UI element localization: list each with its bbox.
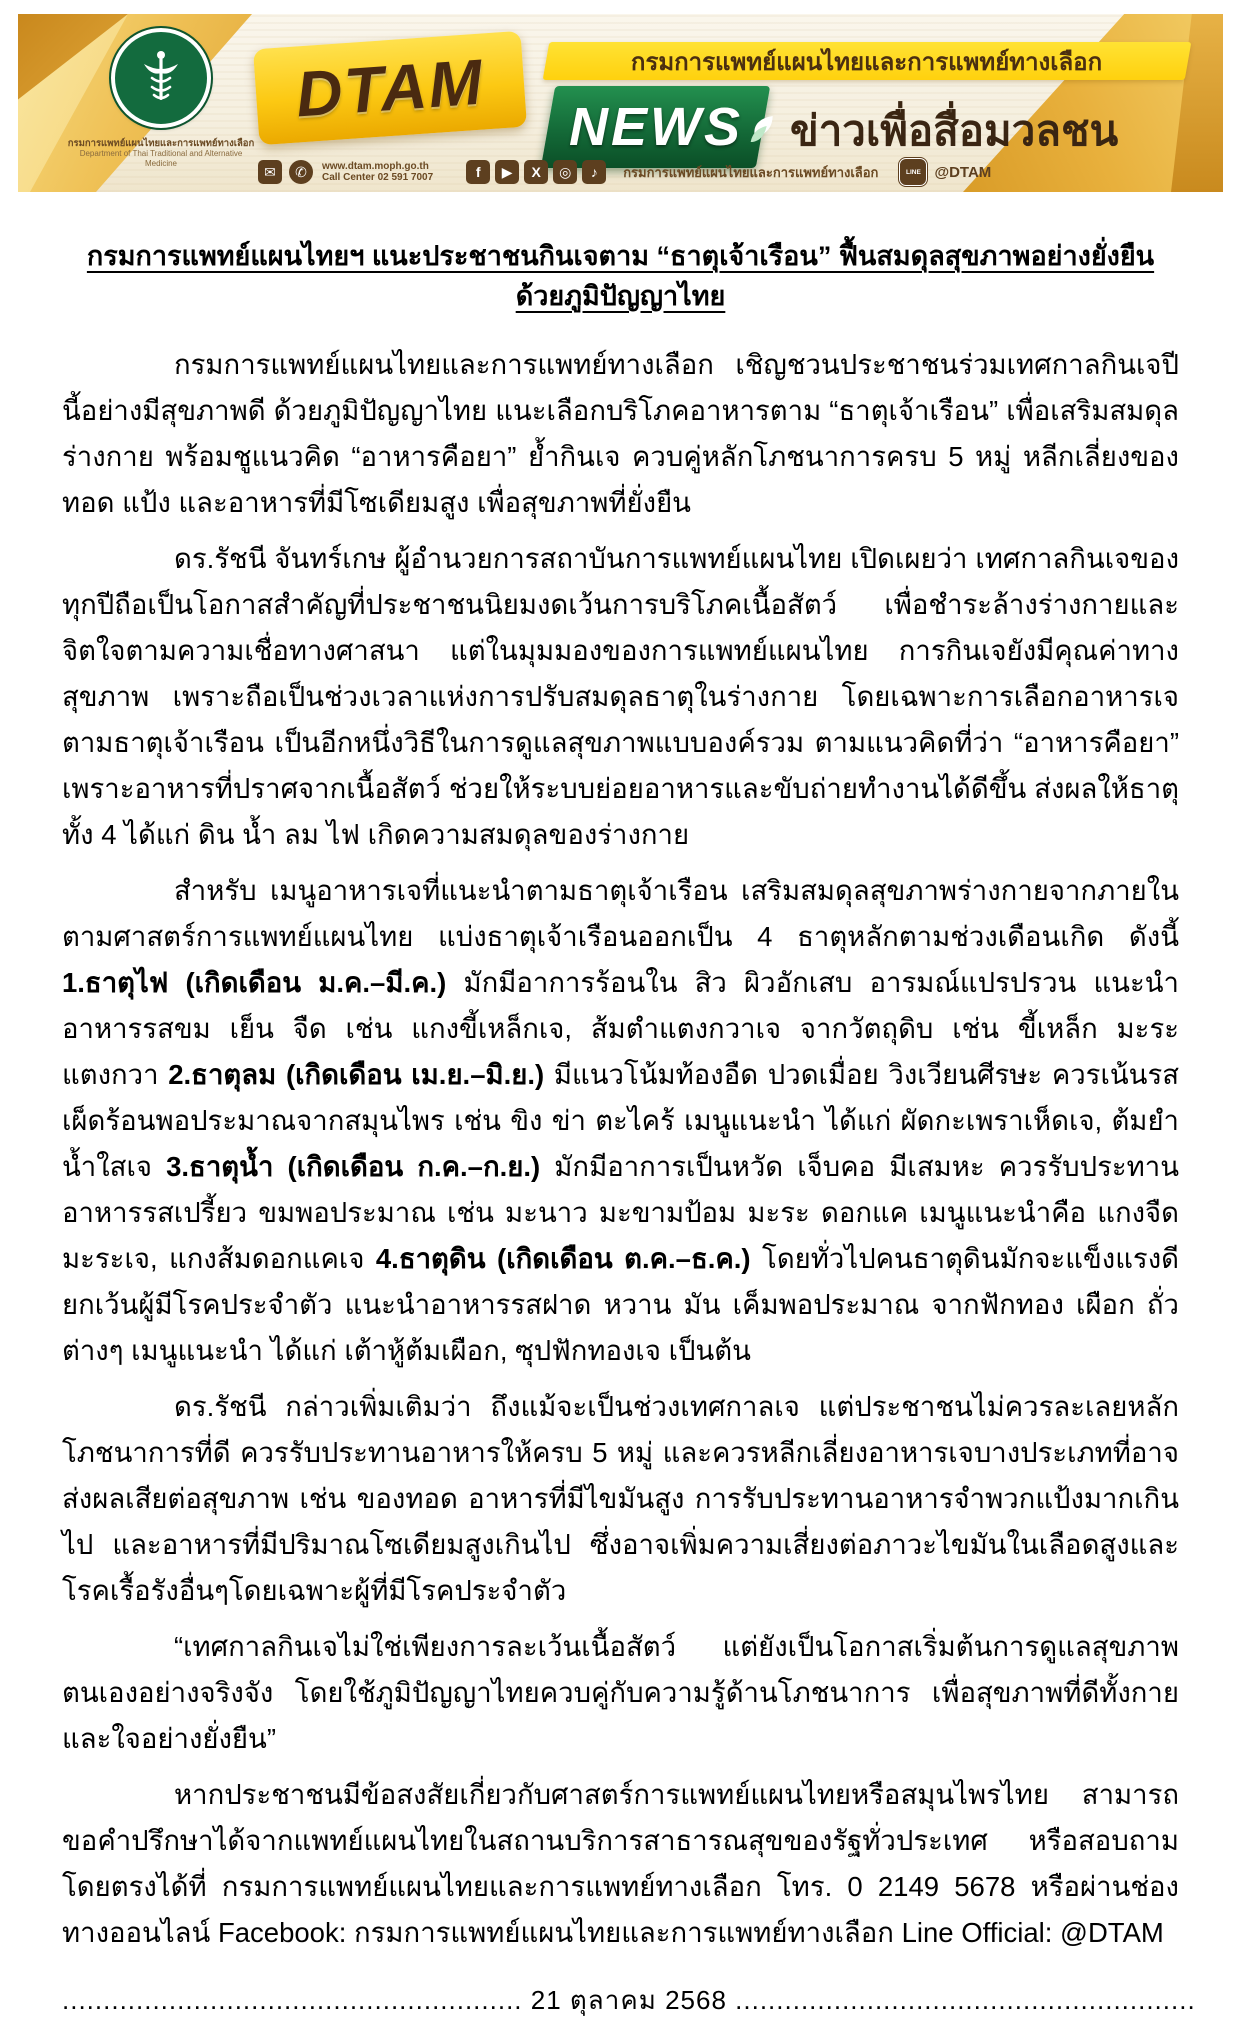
paragraph-run: หากประชาชนมีข้อสงสัยเกี่ยวกับศาสตร์การแพทย์แผนไทยหรือสมุนไพรไทย สามารถขอคำปรึกษาได้จากแพทย์แผนไทยในสถานบริการสาธารณสุขของรัฐทั่วประเทศ หรือสอบถามโดยตรงได้ที่ กรมการแพทย์แผนไทยและการแพทย์ทางเลือก โทร. 0 2149 5678 หรือผ่านช่องทางออนไลน์ Facebook: กรมการแพทย์แผนไทยและการแพทย์ทางเลือก Line Official: @DTAM <box>62 1779 1179 1948</box>
org-name-strip-text: กรมการแพทย์แผนไทยและการแพทย์ทางเลือก <box>631 48 1103 76</box>
caduceus-icon <box>141 50 181 106</box>
date-leader-left: ........................................................ <box>62 1985 523 2015</box>
article-body <box>62 342 1179 1956</box>
paragraph-run: สำหรับ เมนูอาหารเจที่แนะนำตามธาตุเจ้าเรือน เสริมสมดุลสุขภาพร่างกายจากภายใน ตามศาสตร์การแพทย์แผนไทย แบ่งธาตุเจ้าเรือนออกเป็น 4 ธาตุหลักตามช่วงเดือนเกิด ดังนี้ <box>62 875 1179 952</box>
paragraph-run: โดยทั่วไปคนธาตุดินมักจะแข็งแรงดี ยกเว้นผู้มีโรคประจำตัว แนะนำอาหารรสฝาด หวาน มัน เค็มพอประมาณ จากฟักทอง เผือก ถั่วต่างๆ เมนูแนะนำ ได้แก่ เต้าหู้ต้มเผือก, ซุปฟักทองเจ เป็นต้น <box>62 1243 1179 1366</box>
dtam-logo-plate <box>253 31 527 145</box>
paragraph-run: ดร.รัชนี กล่าวเพิ่มเติมว่า ถึงแม้จะเป็นช่วงเทศกาลเจ แต่ประชาชนไม่ควรละเลยหลักโภชนาการที่ดี ควรรับประทานอาหารให้ครบ 5 หมู่ และควรหลีกเลี่ยงอาหารเจบางประเภทที่อาจส่งผลเสียต่อสุขภาพ เช่น ของทอด อาหารที่มีไขมันสูง การรับประทานอาหารจำพวกแป้งมากเกินไป และอาหารที่มีปริมาณโซเดียมสูงเกินไป ซึ่งอาจเพิ่มความเสี่ยงต่อภาวะไขมันในเลือดสูงและโรคเรื้อรังอื่นๆโดยเฉพาะผู้ที่มีโรคประจำตัว <box>62 1391 1179 1606</box>
news-label: NEWS <box>568 97 743 157</box>
date-leader-right: ........................................................ <box>735 1985 1196 2015</box>
news-badge <box>541 86 770 168</box>
ministry-of-public-health-logo <box>111 28 211 128</box>
press-tagline: ข่าวเพื่อสื่อมวลชน <box>790 107 1119 154</box>
website-url: www.dtam.moph.go.th <box>322 161 429 172</box>
paragraph-run: “เทศกาลกินเจไม่ใช่เพียงการละเว้นเนื้อสัตว์ แต่ยังเป็นโอกาสเริ่มต้นการดูแลสุขภาพตนเองอย่างจริงจัง โดยใช้ภูมิปัญญาไทยควบคู่กับความรู้ด้านโภชนาการ เพื่อสุขภาพที่ดีทั้งกายและใจอย่างยั่งยืน” <box>62 1631 1179 1754</box>
instagram-icon: ◎ <box>553 160 577 184</box>
paragraph <box>62 868 1179 1374</box>
article-title: กรมการแพทย์แผนไทยฯ แนะประชาชนกินเจตาม “ธาตุเจ้าเรือน” ฟื้นสมดุลสุขภาพอย่างยั่งยืน ด้วยภูมิปัญญาไทย <box>86 241 1155 311</box>
mail-icon: ✉ <box>258 160 282 184</box>
phone-icon: ✆ <box>289 160 313 184</box>
leaf-icon <box>743 112 777 146</box>
line-app-icon: LINE <box>899 158 927 186</box>
paragraph-bold-run: 2.ธาตุลม (เกิดเดือน เม.ย.–มิ.ย.) <box>168 1059 545 1090</box>
release-date-line <box>62 1980 1196 2020</box>
dept-name-thai: กรมการแพทย์แผนไทยและการแพทย์ทางเลือก <box>67 138 255 149</box>
paragraph-bold-run: 4.ธาตุดิน (เกิดเดือน ต.ค.–ธ.ค.) <box>375 1243 751 1274</box>
paragraph <box>62 1772 1179 1956</box>
tiktok-icon: ♪ <box>582 160 606 184</box>
paragraph <box>62 1624 1179 1762</box>
contact-org-name: กรมการแพทย์แผนไทยและการแพทย์ทางเลือก <box>623 164 879 180</box>
contact-row <box>258 158 1163 186</box>
dept-name-english: Department of Thai Traditional and Alternative Medicine <box>79 149 243 168</box>
paragraph-run: ดร.รัชนี จันทร์เกษ ผู้อำนวยการสถาบันการแพทย์แผนไทย เปิดเผยว่า เทศกาลกินเจของทุกปีถือเป็นโอกาสสำคัญที่ประชาชนนิยมงดเว้นการบริโภคเนื้อสัตว์ เพื่อชำระล้างร่างกายและจิตใจตามความเชื่อทางศาสนา แต่ในมุมมองของการแพทย์แผนไทย การกินเจยังมีคุณค่าทางสุขภาพ เพราะถือเป็นช่วงเวลาแห่งการปรับสมดุลธาตุในร่างกาย โดยเฉพาะการเลือกอาหารเจตามธาตุเจ้าเรือน เป็นอีกหนึ่งวิธีในการดูแลสุขภาพแบบองค์รวม ตามแนวคิดที่ว่า “อาหารคือยา” เพราะอาหารที่ปราศจากเนื้อสัตว์ ช่วยให้ระบบย่อยอาหารและขับถ่ายทำงานได้ดีขึ้น ส่งผลให้ธาตุทั้ง 4 ได้แก่ ดิน น้ำ ลม ไฟ เกิดความสมดุลของร่างกาย <box>62 543 1179 850</box>
call-center: Call Center 02 591 7007 <box>322 172 434 183</box>
paragraph <box>62 1384 1179 1614</box>
facebook-icon: f <box>466 160 490 184</box>
social-icons <box>466 160 606 184</box>
dtam-brand-text: DTAM <box>293 45 487 131</box>
press-release-body <box>0 236 1241 2020</box>
paragraph-run: กรมการแพทย์แผนไทยและการแพทย์ทางเลือก เชิญชวนประชาชนร่วมเทศกาลกินเจปีนี้อย่างมีสุขภาพดี ด้วยภูมิปัญญาไทย แนะเลือกบริโภคอาหารตาม “ธาตุเจ้าเรือน” เพื่อเสริมสมดุลร่างกาย พร้อมชูแนวคิด “อาหารคือยา” ย้ำกินเจ ควบคู่หลักโภชนาการครบ 5 หมู่ หลีกเลี่ยงของทอด แป้ง และอาหารที่มีโซเดียมสูง เพื่อสุขภาพที่ยั่งยืน <box>62 349 1179 518</box>
release-date: 21 ตุลาคม 2568 <box>530 1985 727 2015</box>
line-official-id: @DTAM <box>934 163 992 181</box>
paragraph-run: มีแนวโน้มท้องอืด ปวดเมื่อย วิงเวียนศีรษะ ควรเน้นรสเผ็ดร้อนพอประมาณจากสมุนไพร เช่น ขิง ข่า ตะไคร้ เมนูแนะนำ ได้แก่ ผัดกะเพราเห็ดเจ, ต้มยำน้ำใสเจ <box>62 1059 1179 1182</box>
paragraph-bold-run: 1.ธาตุไฟ (เกิดเดือน ม.ค.–มี.ค.) <box>62 967 447 998</box>
org-name-strip <box>543 42 1192 80</box>
youtube-icon: ▶ <box>495 160 519 184</box>
paragraph <box>62 536 1179 858</box>
ministry-logo-block <box>66 28 256 169</box>
x-twitter-icon: X <box>524 160 548 184</box>
paragraph-run: มักมีอาการร้อนใน สิว ผิวอักเสบ อารมณ์แปรปรวน แนะนำอาหารรสขม เย็น จืด เช่น แกงขี้เหล็กเจ, ส้มตำแตงกวาเจ จากวัตถุดิบ เช่น ขี้เหล็ก มะระ แตงกวา <box>62 967 1179 1090</box>
paragraph-run: มักมีอาการเป็นหวัด เจ็บคอ มีเสมหะ ควรรับประทานอาหารรสเปรี้ยว ขมพอประมาณ เช่น มะนาว มะขามป้อม มะระ ดอกแค เมนูแนะนำคือ แกงจืดมะระเจ, แกงส้มดอกแคเจ <box>62 1151 1179 1274</box>
header-banner <box>18 14 1223 192</box>
paragraph-bold-run: 3.ธาตุน้ำ (เกิดเดือน ก.ค.–ก.ย.) <box>166 1151 541 1182</box>
website-and-callcenter <box>322 161 433 183</box>
paragraph <box>62 342 1179 526</box>
